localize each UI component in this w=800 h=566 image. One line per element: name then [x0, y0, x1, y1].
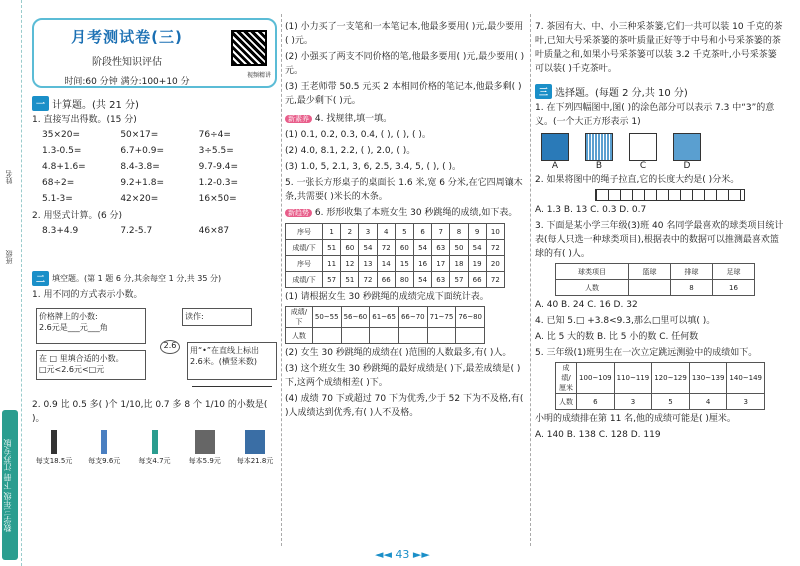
options: A. 40 B. 24 C. 16 D. 32 [535, 300, 638, 310]
options: A. 1.3 B. 13 C. 0.3 D. 0.7 [535, 205, 647, 215]
section-title: 计算题。(共 21 分) [52, 100, 139, 111]
table-cell: 20 [486, 256, 504, 272]
section-title: 选择题。(每题 2 分,共 10 分) [555, 88, 688, 99]
table-cell: 66 [377, 272, 395, 288]
diagram-text: □元<2.6元<□元 [39, 365, 105, 374]
number-line [192, 386, 272, 387]
table-cell: 54 [413, 240, 431, 256]
table-cell: 63 [432, 272, 450, 288]
table-cell: 72 [359, 272, 377, 288]
page-number: ◄◄ 43 ►► [375, 548, 430, 561]
question-text: 6. 形形收集了本班女生 30 秒跳绳的成绩,如下表。 [314, 208, 518, 218]
column-divider [281, 14, 282, 546]
table-cell [456, 328, 485, 344]
table-cell: 72 [486, 272, 504, 288]
section-badge: 三 [535, 84, 552, 99]
table-cell: 8 [670, 280, 712, 296]
table-cell: 54 [468, 240, 486, 256]
ball-table [555, 263, 755, 296]
option-label: C [639, 161, 647, 171]
table-cell: 60 [341, 240, 359, 256]
column-middle [285, 18, 525, 420]
price-label: 每支4.7元 [138, 457, 171, 465]
table-cell: 6 [577, 394, 615, 410]
question: 3. 下面是某小学三年级(3)班 40 名同学最喜欢的球类项目统计表(每人只选一种球类项目),根据表中的数据可以推测最喜欢篮球的有( )人。 [535, 221, 784, 259]
sub-questions [285, 20, 525, 108]
vertical-calc-item: 8.3+4.9 [42, 226, 79, 236]
exam-meta: 时间:60 分钟 满分:100+10 分 [64, 77, 190, 87]
table-cell: 17 [432, 256, 450, 272]
price-items [32, 430, 277, 466]
diagram-text: 2.6米。(横竖米数) [190, 357, 257, 366]
sequence-line: (3) 1.0, 5, 2.1, 3, 6, 2.5, 3.4, 5, ( ), ( )。 [285, 162, 462, 172]
column-left [32, 18, 277, 466]
calc-item: 68÷2= [42, 178, 75, 188]
table-cell [427, 328, 456, 344]
title-box [32, 18, 277, 88]
stationery-icon [152, 430, 158, 454]
table-cell: 4 [377, 224, 395, 240]
table-cell: 4 [689, 394, 727, 410]
price-item [32, 430, 76, 466]
section-title: 填空题。(第 1 题 6 分,其余每空 1 分,共 35 分) [52, 274, 222, 283]
table-cell: 12 [341, 256, 359, 272]
diagram-text: 价格牌上的小数: [39, 312, 98, 321]
options: A. 140 B. 138 C. 128 D. 119 [535, 430, 661, 440]
shape-option [629, 133, 657, 171]
price-label: 每本5.9元 [188, 457, 221, 465]
table-cell: 66 [468, 272, 486, 288]
table-cell: 50~55 [312, 307, 341, 328]
sequence-line: (1) 0.1, 0.2, 0.3, 0.4, ( ), ( ), ( )。 [285, 130, 431, 140]
table-cell: 人数 [556, 280, 629, 296]
sub-question: (2) 小强买了两支不同价格的笔,他最多要用( )元,最少要用( )元。 [285, 52, 525, 76]
table-cell: 19 [468, 256, 486, 272]
shape-options [541, 133, 785, 171]
table-cell: 140~149 [727, 363, 765, 394]
question: 7. 茶园有大、中、小三种采茶篓,它们一共可以装 10 千克的茶叶,已知大号采茶篓的茶叶质量正好等于中号和小号采茶篓的茶叶质量之和,如果小号采茶篓可以装 3.2 千克茶叶,小号采茶篓可以装( )千克茶叶。 [535, 22, 783, 74]
table-cell: 16 [413, 256, 431, 272]
table-cell: 序号 [286, 256, 323, 272]
table-cell: 5 [395, 224, 413, 240]
table-row [286, 307, 485, 328]
price-label: 每本21.8元 [236, 457, 274, 465]
read-box: 读作: [182, 308, 252, 326]
table-cell: 球类项目 [556, 264, 629, 280]
calc-item: 4.8+1.6= [42, 162, 86, 172]
vertical-calc-item: 7.2-5.7 [120, 226, 153, 236]
calc-grid [42, 127, 277, 207]
table-cell: 76~80 [456, 307, 485, 328]
table-cell: 13 [359, 256, 377, 272]
question: 2. 如果将图中的绳子拉直,它的长度大约是( )分米。 [535, 175, 740, 185]
table-cell: 63 [432, 240, 450, 256]
option-label: D [683, 161, 691, 171]
table-row [556, 394, 765, 410]
table-cell: 56~60 [341, 307, 370, 328]
sub-question: (3) 王老师带 50.5 元买 2 本相同价格的笔记本,他最多剩( )元,最少剩下( )元。 [285, 82, 522, 106]
new-tag: 新趋势 [285, 209, 312, 217]
table-cell: 120~129 [652, 363, 690, 394]
table-cell: 3 [614, 394, 652, 410]
table-cell: 9 [468, 224, 486, 240]
table-cell: 1 [323, 224, 341, 240]
question: (1) 请根据女生 30 秒跳绳的成绩完成下面统计表。 [285, 292, 489, 302]
sub-question: (1) 小力买了一支笔和一本笔记本,他最多要用( )元,最少要用( )元。 [285, 22, 524, 46]
question [285, 112, 525, 126]
table-row [286, 328, 485, 344]
stationery-icon [51, 430, 57, 454]
table-cell: 16 [712, 280, 754, 296]
table-cell: 11 [323, 256, 341, 272]
section-badge: 二 [32, 271, 49, 286]
table-cell: 2 [341, 224, 359, 240]
shape-square [585, 133, 613, 161]
table-cell [312, 328, 341, 344]
price-item [133, 430, 177, 466]
calc-item: 1.2-0.3= [198, 178, 239, 188]
calc-item: 9.7-9.4= [198, 162, 239, 172]
calc-item: 76÷4= [198, 130, 231, 140]
table-row [286, 240, 505, 256]
calc-item: 5.1-3= [42, 194, 73, 204]
jump-table [285, 223, 505, 288]
sub-question: (3) 这个班女生 30 秒跳绳的最好成绩是( )下,最差成绩是( )下,这两个成绩相差( )下。 [285, 364, 521, 388]
table-cell: 成绩/下 [286, 240, 323, 256]
table-cell: 足球 [712, 264, 754, 280]
table-row [286, 224, 505, 240]
table-cell: 72 [486, 240, 504, 256]
question: 4. 已知 5.□ +3.8<9.3,那么□里可以填( )。 [535, 316, 716, 326]
question: 2. 0.9 比 0.5 多( )个 1/10,比 0.7 多 8 个 1/10 的小数是( )。 [32, 400, 268, 424]
qr-label: 视频精讲 [246, 72, 271, 79]
stationery-icon [195, 430, 215, 454]
sub-questions [285, 346, 525, 420]
table-cell: 57 [450, 272, 468, 288]
table-row [286, 272, 505, 288]
sub-question: (4) 成绩 70 下或超过 70 下为优秀,少于 52 下为不及格,有( )人成绩达到优秀,有( )人不及格。 [285, 394, 524, 418]
shape-option [541, 133, 569, 171]
shape-option [585, 133, 613, 171]
table-cell: 51 [341, 272, 359, 288]
calc-item: 16×50= [198, 194, 237, 204]
table-cell: 60 [395, 240, 413, 256]
table-cell: 10 [486, 224, 504, 240]
shape-square [541, 133, 569, 161]
price-label: 每支18.5元 [35, 457, 73, 465]
table-cell: 100~109 [577, 363, 615, 394]
vertical-calc-grid [42, 223, 277, 263]
option-label: A [551, 161, 559, 171]
table-cell: 3 [727, 394, 765, 410]
table-cell: 51 [323, 240, 341, 256]
table-cell: 14 [377, 256, 395, 272]
diagram-text: 用“•”在直线上标出 [190, 346, 260, 355]
center-value: 2.6 [160, 340, 180, 354]
question: 1. 用不同的方式表示小数。 [32, 290, 143, 300]
stat-table [285, 306, 485, 344]
question: 5. 三年级(1)班男生在一次立定跳远测验中的成绩如下。 [535, 348, 758, 358]
vertical-calc-item: 46×87 [198, 226, 230, 236]
binding-strip [0, 0, 22, 566]
table-cell: 110~119 [614, 363, 652, 394]
table-cell: 61~65 [370, 307, 399, 328]
question: 5. 一张长方形桌子的桌面长 1.6 米,宽 6 分米,在它四周镶木条,共需要( )米长的木条。 [285, 178, 523, 202]
price-item [82, 430, 126, 466]
decimal-diagram [32, 306, 277, 396]
diagram-text: 在 □ 里填合适的小数。 [39, 354, 124, 363]
page-title: 月考测试卷(三) [71, 28, 183, 46]
section-header [535, 84, 785, 99]
shape-square [629, 133, 657, 161]
section-header [32, 96, 277, 111]
table-cell: 130~139 [689, 363, 727, 394]
table-cell: 排球 [670, 264, 712, 280]
sequence-lines [285, 128, 525, 174]
question: 1. 直接写出得数。(15 分) [32, 115, 137, 125]
ruler [595, 189, 745, 201]
section-header [32, 271, 277, 286]
price-item [233, 430, 277, 466]
table-cell: 成绩/下 [286, 272, 323, 288]
table-cell: 7 [432, 224, 450, 240]
jump-score-table [555, 362, 765, 410]
table-row [556, 264, 755, 280]
question-text: 4. 找规律,填一填。 [314, 114, 393, 124]
section-badge: 一 [32, 96, 49, 111]
column-right [535, 18, 785, 442]
table-cell: 8 [450, 224, 468, 240]
question [285, 206, 525, 220]
numberline-box [187, 342, 277, 380]
table-cell: 54 [413, 272, 431, 288]
table-cell: 71~75 [427, 307, 456, 328]
calc-item: 50×17= [120, 130, 159, 140]
options: A. 比 5 大的数 B. 比 5 小的数 C. 任何数 [535, 332, 699, 342]
price-item [183, 430, 227, 466]
table-cell: 57 [323, 272, 341, 288]
calc-item: 3÷5.5= [198, 146, 234, 156]
question: 2. 用竖式计算。(6 分) [32, 211, 123, 221]
book-title-tab [2, 410, 18, 560]
sequence-line: (2) 4.0, 8.1, 2.2, ( ), 2.0, ( )。 [285, 146, 416, 156]
question: 1. 在下列四幅图中,图( )的涂色部分可以表示 7.3 中“3”的意义。(一个大正方形表示 1) [535, 103, 775, 127]
column-divider [530, 14, 531, 546]
diagram-text: 2.6元是___元___角 [39, 323, 108, 332]
table-cell [628, 280, 670, 296]
table-cell: 66~70 [398, 307, 427, 328]
stationery-icon [245, 430, 265, 454]
table-cell: 5 [652, 394, 690, 410]
table-cell [398, 328, 427, 344]
name-label: 姓名 [5, 170, 13, 184]
price-label: 每支9.6元 [88, 457, 121, 465]
shape-square [673, 133, 701, 161]
table-cell: 人数 [556, 394, 577, 410]
table-row [556, 280, 755, 296]
stationery-icon [101, 430, 107, 454]
question: 小明的成绩排在第 11 名,他的成绩可能是( )厘米。 [535, 414, 736, 424]
price-box [36, 308, 146, 344]
table-cell: 3 [359, 224, 377, 240]
class-label: 班级 [5, 250, 13, 264]
table-cell: 50 [450, 240, 468, 256]
table-cell: 成绩/厘米 [556, 363, 577, 394]
qr-code-icon[interactable] [231, 30, 267, 66]
shape-option [673, 133, 701, 171]
calc-item: 42×20= [120, 194, 159, 204]
calc-item: 8.4-3.8= [120, 162, 160, 172]
book-subject: 数学三年级 下册 江苏专版 [3, 438, 12, 532]
table-cell [341, 328, 370, 344]
table-cell: 6 [413, 224, 431, 240]
table-cell: 80 [395, 272, 413, 288]
table-cell: 篮球 [628, 264, 670, 280]
calc-item: 1.3-0.5= [42, 146, 82, 156]
page-subtitle: 阶段性知识评估 [92, 57, 162, 68]
new-tag: 新素养 [285, 115, 312, 123]
table-row [286, 256, 505, 272]
table-cell: 成绩/下 [286, 307, 313, 328]
table-cell: 54 [359, 240, 377, 256]
calc-item: 9.2+1.8= [120, 178, 165, 188]
fill-box [36, 350, 146, 380]
table-cell: 15 [395, 256, 413, 272]
option-label: B [595, 161, 603, 171]
table-row [556, 363, 765, 394]
sub-question: (2) 女生 30 秒跳绳的成绩在( )范围的人数最多,有( )人。 [285, 348, 512, 358]
table-cell [370, 328, 399, 344]
table-cell: 18 [450, 256, 468, 272]
table-cell: 人数 [286, 328, 313, 344]
table-cell: 72 [377, 240, 395, 256]
table-cell: 序号 [286, 224, 323, 240]
calc-item: 35×20= [42, 130, 80, 140]
calc-item: 6.7+0.9= [120, 146, 165, 156]
